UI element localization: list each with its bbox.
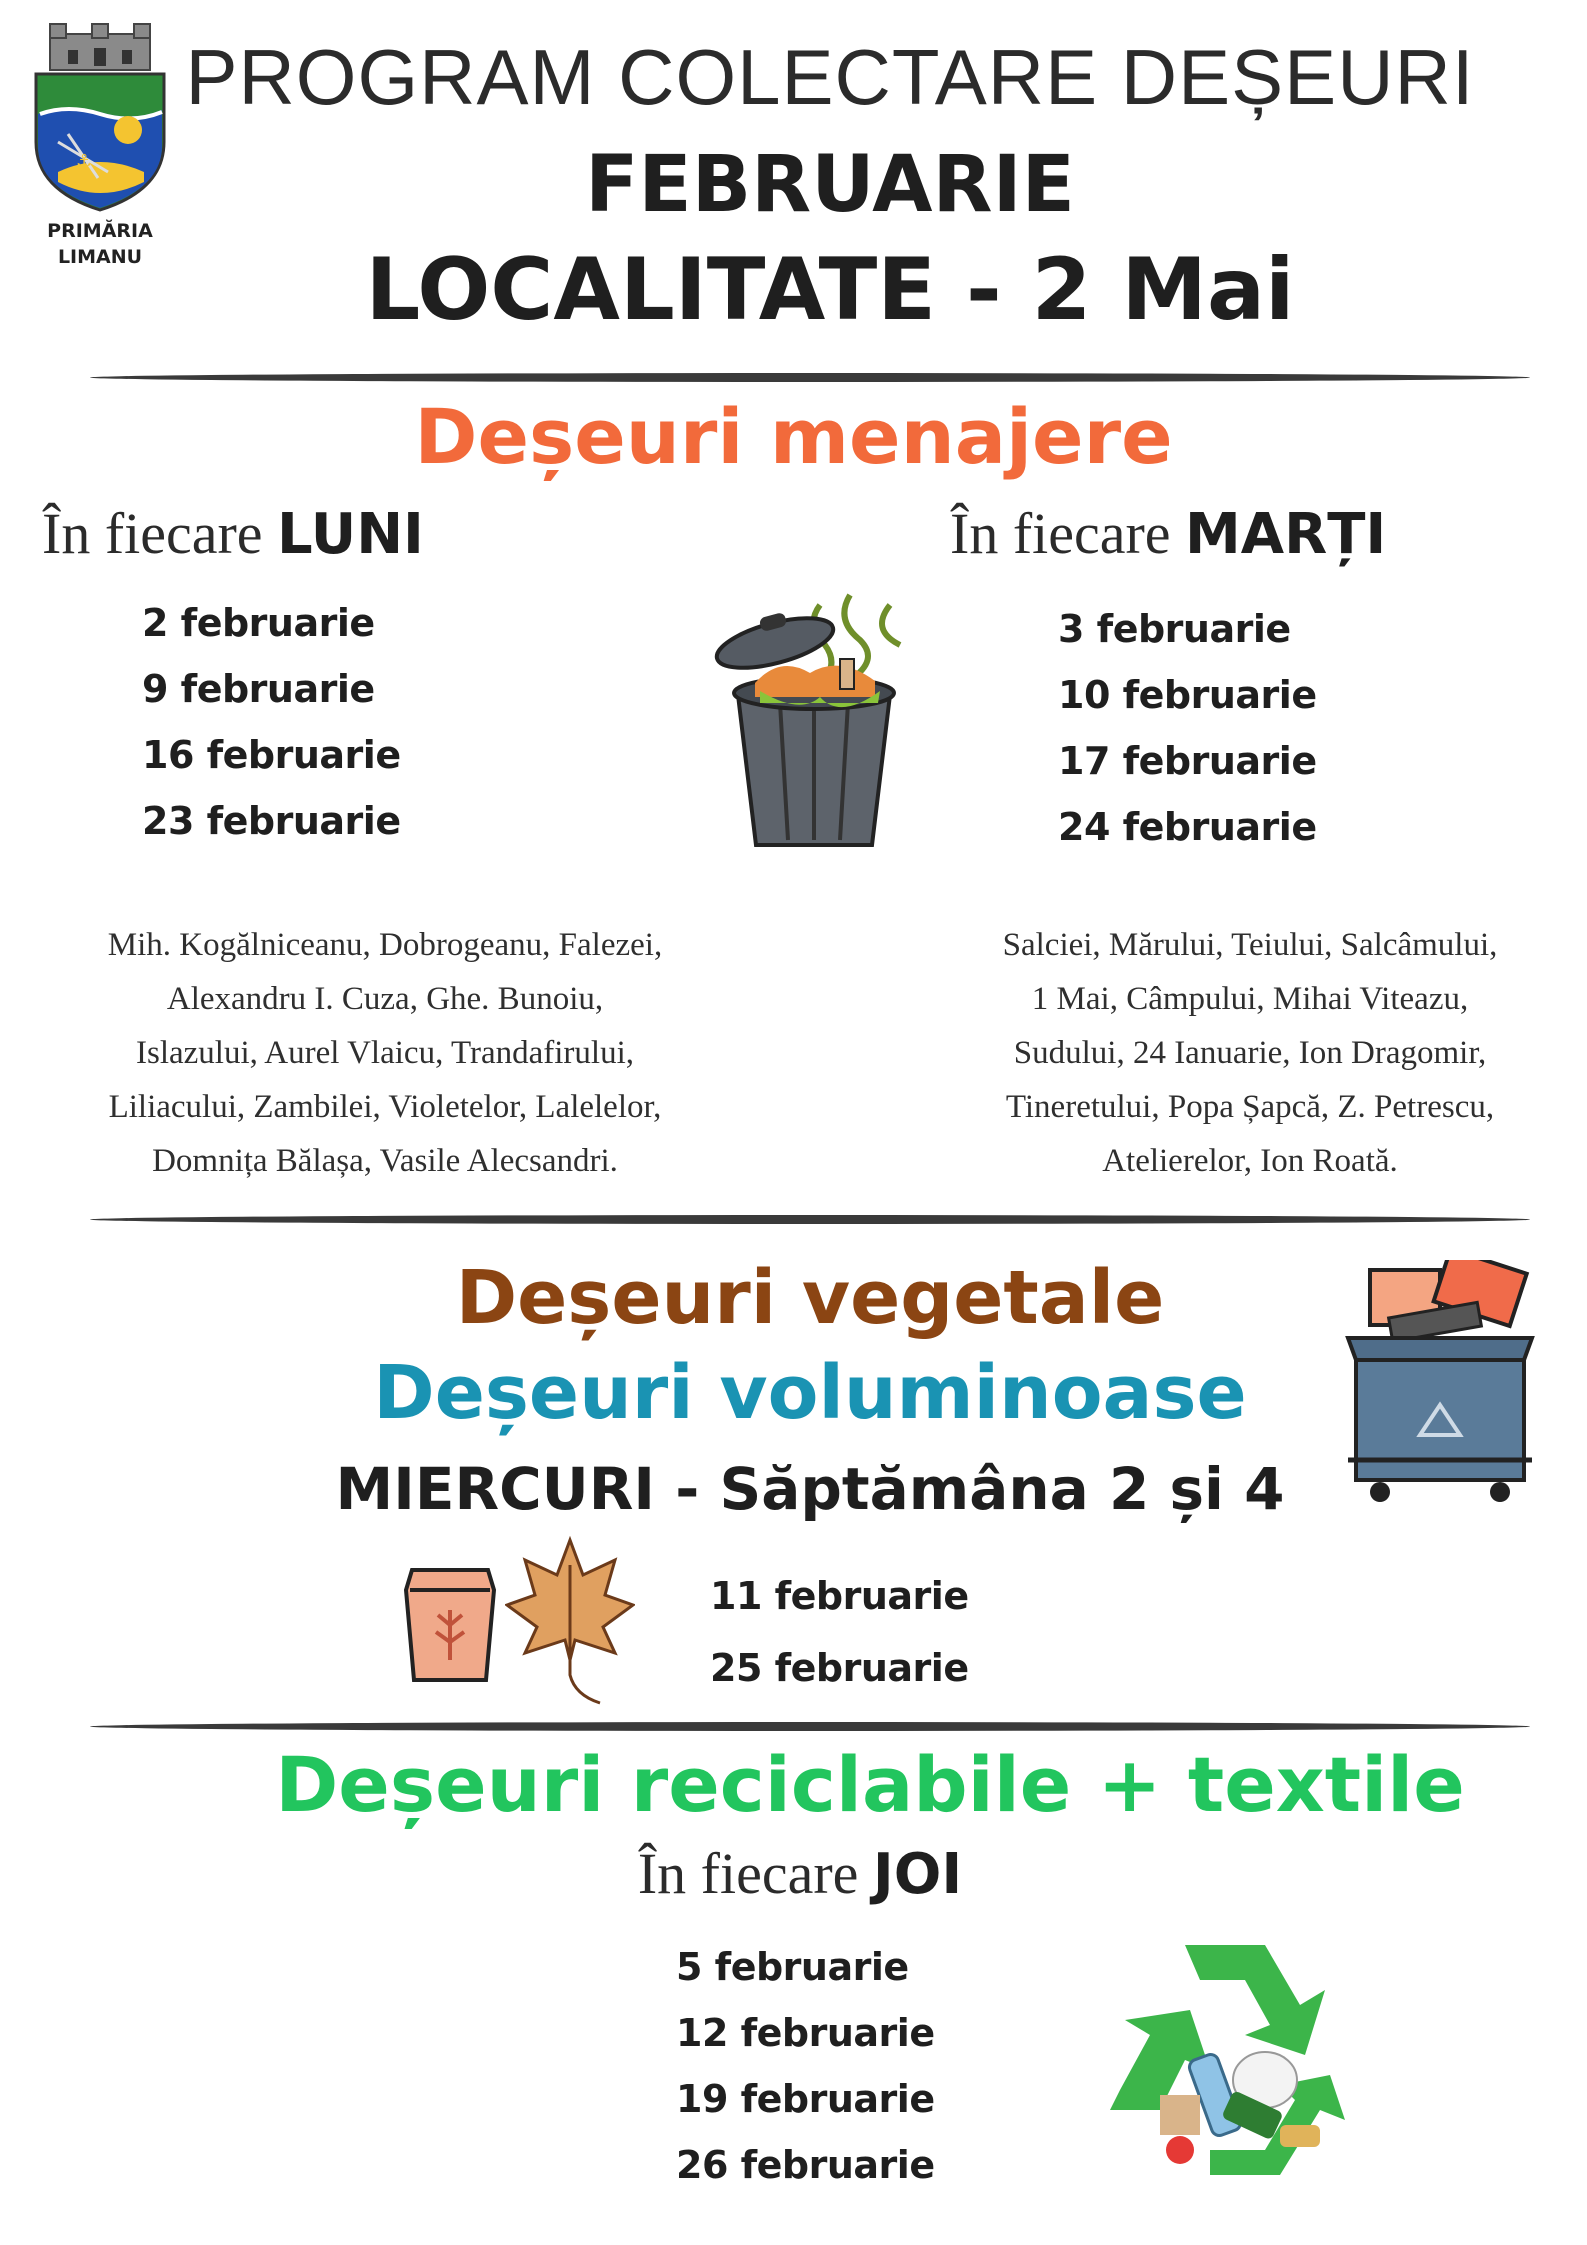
divider [90, 1215, 1530, 1224]
day-name: JOI [872, 1842, 963, 1907]
vegetale-title: Deșeuri vegetale [455, 1255, 1165, 1341]
date-item: 17 februarie [1058, 739, 1317, 783]
date-item: 19 februarie [676, 2077, 935, 2121]
date-item: 16 februarie [142, 733, 401, 777]
day-prefix: În fiecare [637, 1841, 859, 1906]
logo-line-1: PRIMĂRIA [47, 220, 153, 242]
street-line: Mih. Kogălniceanu, Dobrogeanu, Falezei, [107, 927, 663, 963]
vegetale-schedule: MIERCURI - Săptămâna 2 și 4 [335, 1455, 1285, 1523]
maple-leaf-icon [505, 1535, 635, 1705]
street-line: Atelierelor, Ion Roată. [1102, 1143, 1398, 1179]
month-title: FEBRUARIE [585, 140, 1075, 230]
bulk-waste-container-icon [1340, 1260, 1540, 1505]
voluminoase-title: Deșeuri voluminoase [373, 1350, 1247, 1436]
logo-text [20, 218, 180, 270]
date-item: 3 februarie [1058, 607, 1291, 651]
day-prefix: În fiecare [42, 501, 263, 566]
street-line: Sudului, 24 Ianuarie, Ion Dragomir, [1013, 1035, 1487, 1071]
date-item: 10 februarie [1058, 673, 1317, 717]
street-line: Tineretului, Popa Șapcă, Z. Petrescu, [1005, 1089, 1495, 1125]
date-item: 12 februarie [676, 2011, 935, 2055]
street-line: Islazului, Aurel Vlaicu, Trandafirului, [136, 1035, 634, 1071]
divider [90, 1722, 1530, 1731]
recycle-icon [1090, 1925, 1360, 2185]
street-line: 1 Mai, Câmpului, Mihai Viteazu, [1031, 981, 1469, 1017]
trash-can-icon [700, 585, 930, 855]
street-line: Alexandru I. Cuza, Ghe. Bunoiu, [166, 981, 604, 1017]
page-title: PROGRAM COLECTARE DEȘEURI [185, 33, 1475, 121]
reciclabile-dates [676, 1934, 935, 2198]
date-item: 11 februarie [710, 1574, 969, 1618]
vegetale-dates [710, 1560, 969, 1704]
logo-line-2: LIMANU [57, 246, 143, 268]
reciclabile-title: Deșeuri reciclabile + textile [275, 1740, 1465, 1829]
menajere-right-streets [920, 918, 1580, 1188]
date-item: 23 februarie [142, 799, 401, 843]
menajere-left-day [42, 500, 424, 567]
menajere-left-dates [142, 590, 401, 854]
street-line: Liliacului, Zambilei, Violetelor, Lalelelor, [108, 1089, 662, 1125]
date-item: 9 februarie [142, 667, 375, 711]
day-name: MARȚI [1185, 502, 1387, 567]
divider [90, 373, 1530, 382]
coat-of-arms-icon [28, 22, 173, 212]
locality-title: LOCALITATE - 2 Mai [365, 240, 1295, 340]
date-item: 26 februarie [676, 2143, 935, 2187]
menajere-left-streets [20, 918, 750, 1188]
date-item: 2 februarie [142, 601, 375, 645]
date-item: 25 februarie [710, 1646, 969, 1690]
day-prefix: În fiecare [950, 501, 1171, 566]
menajere-right-day [950, 500, 1386, 567]
menajere-title: Deșeuri menajere [414, 392, 1173, 481]
street-line: Domnița Bălașa, Vasile Alecsandri. [152, 1143, 618, 1179]
leaf-bag-icon [400, 1560, 500, 1690]
date-item: 24 februarie [1058, 805, 1317, 849]
svg-text:⚓: ⚓ [76, 151, 93, 172]
date-item: 5 februarie [676, 1945, 909, 1989]
menajere-right-dates [1058, 596, 1317, 860]
day-name: LUNI [277, 502, 424, 567]
street-line: Salciei, Mărului, Teiului, Salcâmului, [1002, 927, 1498, 963]
reciclabile-day [400, 1840, 1200, 1907]
